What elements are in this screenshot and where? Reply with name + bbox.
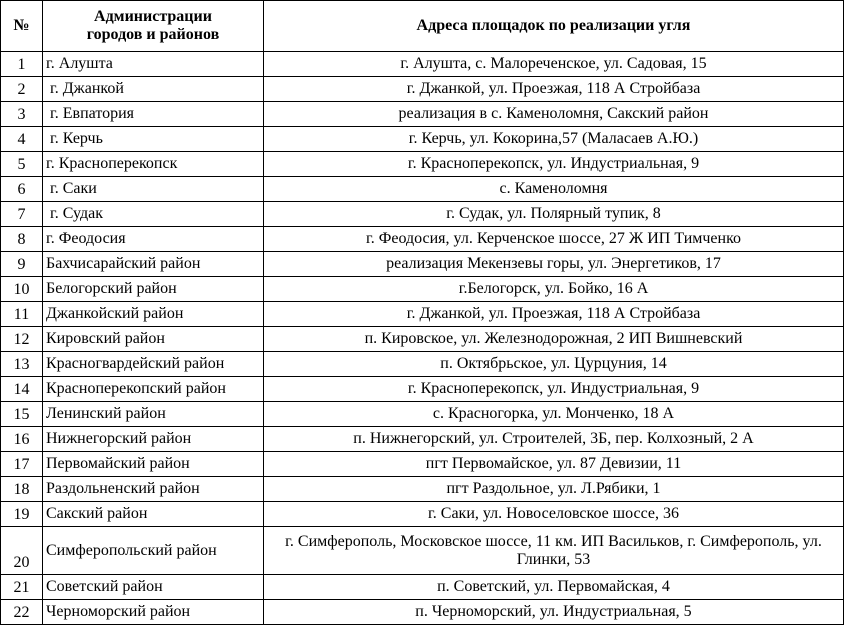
row-address: г. Керчь, ул. Кокорина,57 (Маласаев А.Ю.) [264,127,844,152]
row-number: 13 [1,352,43,377]
table-row [1,402,844,427]
row-address: с. Каменоломня [264,177,844,202]
row-administration: Первомайский район [43,452,264,477]
table-row [1,377,844,402]
table-row [1,527,844,575]
table-row [1,127,844,152]
row-address: г. Феодосия, ул. Керченское шоссе, 27 Ж ИП Тимченко [264,227,844,252]
table-row [1,352,844,377]
table-row [1,227,844,252]
table-row [1,477,844,502]
table-row [1,277,844,302]
row-number: 12 [1,327,43,352]
row-administration: Кировский район [43,327,264,352]
row-number: 21 [1,575,43,600]
row-number: 7 [1,202,43,227]
row-number: 15 [1,402,43,427]
table-header-row [1,1,844,52]
row-administration: Симферопольский район [43,527,264,575]
row-address: п. Октябрьское, ул. Цурцуния, 14 [264,352,844,377]
table-row [1,77,844,102]
row-administration: г. Судак [43,202,264,227]
row-address: реализация в с. Каменоломня, Сакский район [264,102,844,127]
row-address: п. Нижнегорский, ул. Строителей, 3Б, пер. Колхозный, 2 А [264,427,844,452]
table-row [1,177,844,202]
row-administration: г. Алушта [43,52,264,77]
row-administration: Ленинский район [43,402,264,427]
table-row [1,452,844,477]
header-admin: Администрации городов и районов [43,1,264,52]
row-address: г. Симферополь, Московское шоссе, 11 км. ИП Васильков, г. Симферополь, ул. Глинки, 53 [264,527,844,575]
table-body [1,52,844,625]
row-administration: Сакский район [43,502,264,527]
table-row [1,302,844,327]
table-row [1,327,844,352]
table-row [1,575,844,600]
table-row [1,600,844,625]
row-number: 5 [1,152,43,177]
row-administration: Бахчисарайский район [43,252,264,277]
row-number: 6 [1,177,43,202]
table-row [1,52,844,77]
header-num: № [1,1,43,52]
row-number: 14 [1,377,43,402]
row-address: реализация Мекензевы горы, ул. Энергетиков, 17 [264,252,844,277]
row-administration: Советский район [43,575,264,600]
row-number: 11 [1,302,43,327]
row-administration: Раздольненский район [43,477,264,502]
row-number: 17 [1,452,43,477]
row-number: 18 [1,477,43,502]
row-administration: г. Джанкой [43,77,264,102]
row-number: 10 [1,277,43,302]
row-administration: Красногвардейский район [43,352,264,377]
row-number: 20 [1,527,43,575]
row-administration: г. Керчь [43,127,264,152]
row-address: г. Джанкой, ул. Проезжая, 118 А Стройбаза [264,302,844,327]
row-administration: Джанкойский район [43,302,264,327]
row-administration: Белогорский район [43,277,264,302]
row-administration: г. Саки [43,177,264,202]
table-row [1,427,844,452]
row-number: 4 [1,127,43,152]
header-address: Адреса площадок по реализации угля [264,1,844,52]
row-number: 3 [1,102,43,127]
row-address: пгт Первомайское, ул. 87 Девизии, 11 [264,452,844,477]
row-address: г. Судак, ул. Полярный тупик, 8 [264,202,844,227]
row-administration: Нижнегорский район [43,427,264,452]
table-row [1,152,844,177]
row-address: г. Красноперекопск, ул. Индустриальная, 9 [264,152,844,177]
row-address: г.Белогорск, ул. Бойко, 16 А [264,277,844,302]
row-number: 9 [1,252,43,277]
row-address: г. Красноперекопск, ул. Индустриальная, 9 [264,377,844,402]
row-number: 19 [1,502,43,527]
table-row [1,102,844,127]
row-administration: г. Феодосия [43,227,264,252]
row-administration: г. Евпатория [43,102,264,127]
row-administration: г. Красноперекопск [43,152,264,177]
row-number: 2 [1,77,43,102]
table-row [1,502,844,527]
row-address: г. Джанкой, ул. Проезжая, 118 А Стройбаза [264,77,844,102]
row-administration: Красноперекопский район [43,377,264,402]
row-number: 8 [1,227,43,252]
table-row [1,202,844,227]
row-number: 1 [1,52,43,77]
row-address: п. Черноморский, ул. Индустриальная, 5 [264,600,844,625]
row-number: 22 [1,600,43,625]
row-administration: Черноморский район [43,600,264,625]
row-address: п. Советский, ул. Первомайская, 4 [264,575,844,600]
table-row [1,252,844,277]
row-address: г. Саки, ул. Новоселовское шоссе, 36 [264,502,844,527]
row-number: 16 [1,427,43,452]
row-address: пгт Раздольное, ул. Л.Рябики, 1 [264,477,844,502]
row-address: г. Алушта, с. Малореченское, ул. Садовая, 15 [264,52,844,77]
row-address: с. Красногорка, ул. Монченко, 18 А [264,402,844,427]
row-address: п. Кировское, ул. Железнодорожная, 2 ИП Вишневский [264,327,844,352]
